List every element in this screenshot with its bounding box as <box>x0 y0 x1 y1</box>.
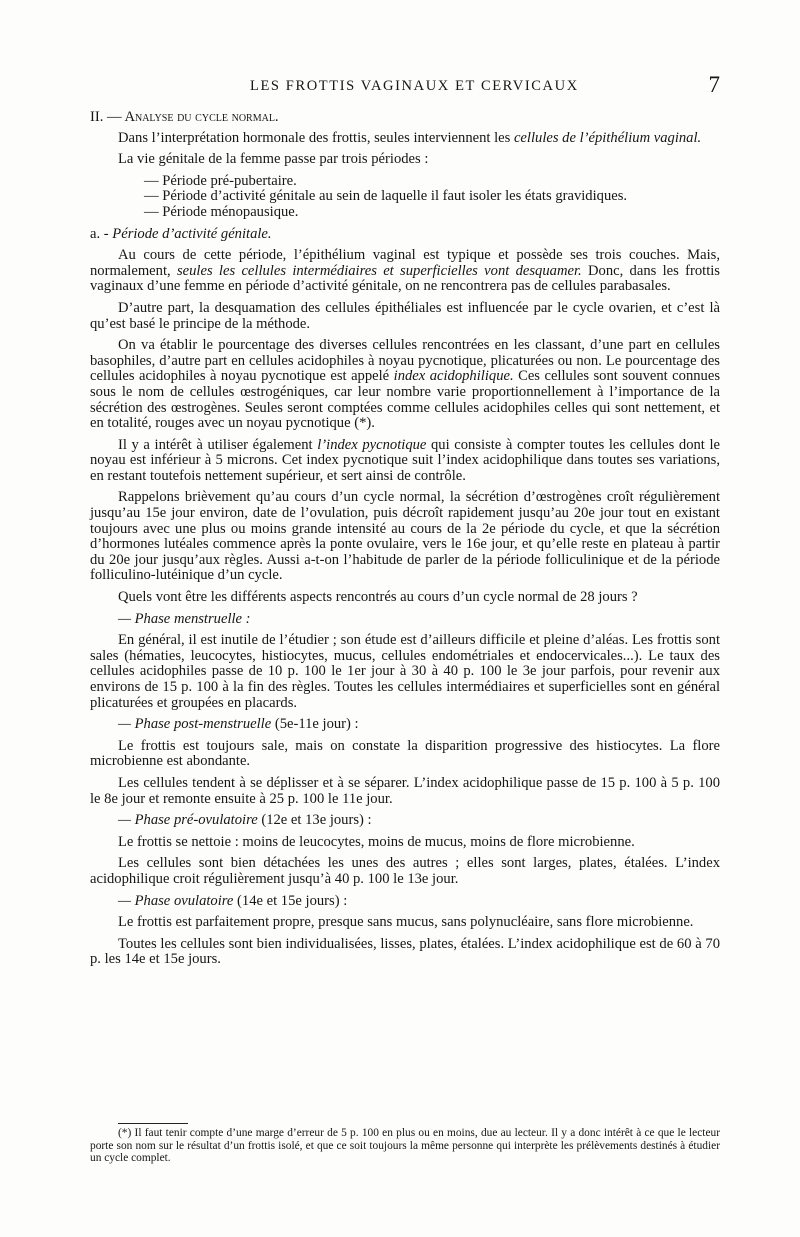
phase-days: (14e et 15e jours) : <box>233 892 348 909</box>
paragraph <box>90 248 720 295</box>
page-number: 7 <box>708 72 720 97</box>
text-run: Ces cellules sont souvent connues sous le nom de cellules œstrogéniques, car leur nombre varie proportionnellement à l’importance de la sécrétion des œstrogènes. Seules seront comptées comme cellules acidophiles celles qui sont nettement, et en totalité, rouges avec un noyau pycnotique (*). <box>90 368 721 432</box>
phase-title: — Phase post-menstruelle <box>118 716 272 733</box>
phase-title: — Phase menstruelle : <box>118 610 251 627</box>
running-head <box>250 72 720 98</box>
body-text <box>90 110 720 974</box>
emphasis: seules les cellules intermédiaires et superficielles vont desquamer. <box>176 262 582 279</box>
text-run: On va établir le pourcentage des diverses cellules rencontrées en les classant, d’une part en cellules basophiles, d’autre part en cellules acidophiles à noyau pycnotique, plicaturées ou non. Le pourcentage des cellules acidophiles à noyau pycnotique est appelé <box>90 337 720 385</box>
emphasis: cellules de l’épithélium vaginal. <box>513 129 702 146</box>
phase-heading <box>90 717 720 733</box>
list-item: — Période pré-pubertaire. <box>144 172 297 189</box>
paragraph <box>90 438 720 485</box>
subsection-title: Période d’activité génitale. <box>112 225 272 242</box>
text-run: Donc, dans les frottis vaginaux d’une femme en période d’activité génitale, on ne rencontrera pas de cellules parabasales. <box>90 262 720 295</box>
list-item: — Période d’activité génitale au sein de laquelle il faut isoler les états gravidiques. <box>144 188 628 205</box>
text-run: Dans l’interprétation hormonale des frottis, seules interviennent les <box>118 129 514 146</box>
phase-heading <box>90 612 720 628</box>
phase-heading <box>90 813 720 829</box>
paragraph: Toutes les cellules sont bien individualisées, lisses, plates, étalées. L’index acidophilique est de 60 à 70 p. les 14e et 15e jours. <box>90 935 720 968</box>
paragraph <box>90 338 720 432</box>
paragraph: Les cellules tendent à se déplisser et à se séparer. L’index acidophilique passe de 15 p. 100 à 5 p. 100 le 8e jour et remonte ensuite à 25 p. 100 le 11e jour. <box>90 774 720 807</box>
phase-heading <box>90 894 720 910</box>
list-item: — Période ménopausique. <box>144 203 299 220</box>
paragraph: Les cellules sont bien détachées les unes des autres ; elles sont larges, plates, étalées. L’index acidophilique croit régulièrement jusqu’à 40 p. 100 le 13e jour. <box>90 855 720 887</box>
paragraph: Le frottis se nettoie : moins de leucocytes, moins de mucus, moins de flore microbienne. <box>118 833 635 850</box>
footnote <box>90 1123 720 1165</box>
subsection-heading <box>90 227 720 243</box>
subsection-prefix: a. - <box>90 225 113 242</box>
paragraph: En général, il est inutile de l’étudier ; son étude est d’ailleurs difficile et pleine d’aléas. Les frottis sont sales (hématies, leucocytes, histiocytes, mucus, cellules endométriales et endocervicales...). Le taux des cellules acidophiles passe de 10 p. 100 le 1er jour à 30 à 40 p. 100 le 3e jour parfois, pour revenir aux environs de 15 p. 100 à la fin des règles. Toutes les cellules intermédiaires et superficielles sont en général plicaturées et groupées en placards. <box>90 632 720 711</box>
paragraph: D’autre part, la desquamation des cellules épithéliales est influencée par le cycle ovarien, et c’est là qu’est basé le principe de la méthode. <box>90 299 720 332</box>
periods-list <box>90 174 720 221</box>
phase-days: (5e-11e jour) : <box>271 716 359 733</box>
text-run: qui consiste à compter toutes les cellules dont le noyau est inférieur à 5 microns. Cet index pycnotique suit l’index acidophilique dans toutes ses variations, en restant toutefois nettement supérieur, et sert ainsi de contrôle. <box>90 436 720 484</box>
phase-title: — Phase pré-ovulatoire <box>118 812 258 829</box>
paragraph: Le frottis est parfaitement propre, presque sans mucus, sans polynucléaire, sans flore microbienne. <box>118 914 694 931</box>
phase-days: (12e et 13e jours) : <box>257 812 372 829</box>
section-heading: II. — Analyse du cycle normal. <box>90 109 279 125</box>
footnote-rule <box>118 1123 188 1124</box>
paragraph <box>90 131 720 147</box>
footnote-text: (*) Il faut tenir compte d’une marge d’erreur de 5 p. 100 en plus ou en moins, due au lecteur. Il y a donc intérêt à ce que le lecteur porte son nom sur le résultat d’un frottis isolé, et que ce soit toujours la même personne qui interprète les prélèvements destinés à étudier un cycle complet. <box>90 1127 720 1165</box>
emphasis: index acidophilique. <box>393 368 514 385</box>
paragraph: Quels vont être les différents aspects rencontrés au cours d’un cycle normal de 28 jours ? <box>118 589 638 606</box>
paragraph: La vie génitale de la femme passe par trois périodes : <box>118 151 429 168</box>
phase-title: — Phase ovulatoire <box>118 892 234 909</box>
paragraph: Le frottis est toujours sale, mais on constate la disparition progressive des histiocytes. La flore microbienne est abondante. <box>90 737 720 770</box>
text-run: Il y a intérêt à utiliser également <box>118 436 318 453</box>
text-run: Au cours de cette période, l’épithélium vaginal est typique et possède ses trois couches. Mais, normalement, <box>90 247 720 279</box>
emphasis: l’index pycnotique <box>317 436 427 453</box>
running-title: LES FROTTIS VAGINAUX ET CERVICAUX <box>250 78 579 94</box>
paragraph: Rappelons brièvement qu’au cours d’un cycle normal, la sécrétion d’œstrogènes croît régulièrement jusqu’au 15e jour environ, date de l’ovulation, puis décroît rapidement jusqu’au 20e jour tout en existant toujours avec une plus ou moins grande intensité au cours de la 2e période du cycle, et que la sécrétion d’hormones lutéales commence après la ponte ovulaire, vers le 16e jour, et qu’elle reste en plateau à partir du 20e jour jusqu’aux règles. Aussi a-t-on l’habitude de parler de la période folliculinique et de la période folliculino-lutéinique d’un cycle. <box>90 489 720 584</box>
